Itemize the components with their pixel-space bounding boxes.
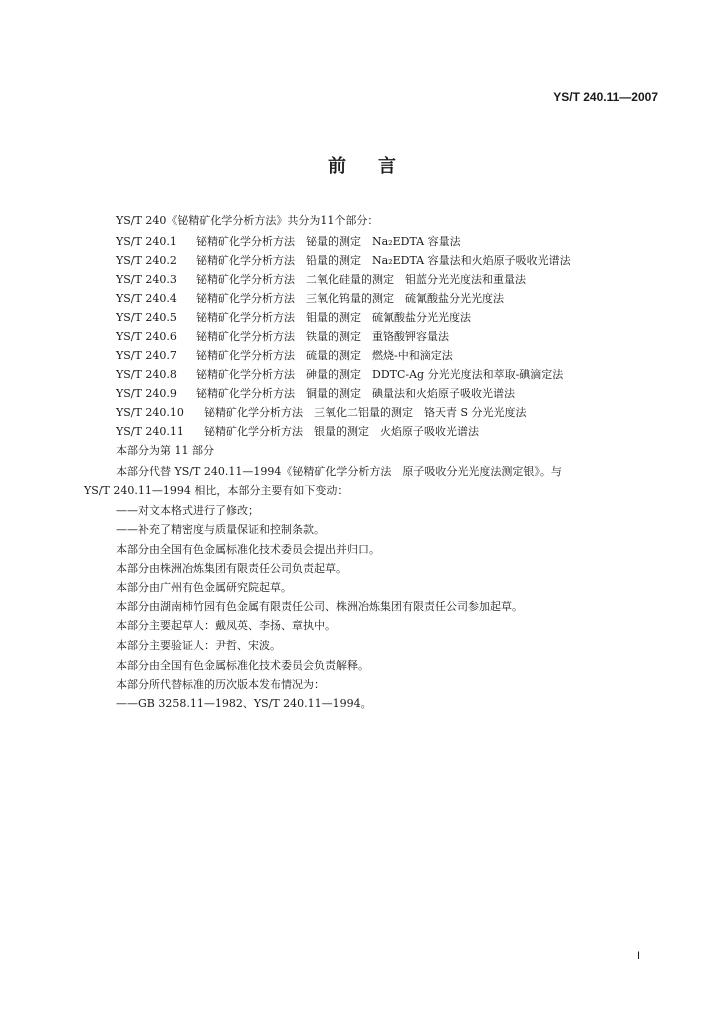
part-title: 铋精矿化学分析方法 银量的测定 火焰原子吸收光谱法 <box>204 425 479 438</box>
part-code: YS/T 240.8 <box>116 368 177 381</box>
verifiers-paragraph: 本部分主要验证人：尹哲、宋波。 <box>116 639 281 652</box>
list-item <box>116 271 526 287</box>
list-item <box>116 309 471 325</box>
part-title: 铋精矿化学分析方法 铋量的测定 Na₂EDTA 容量法 <box>196 235 461 248</box>
part-code: YS/T 240.9 <box>116 387 177 400</box>
part-title: 铋精矿化学分析方法 砷量的测定 DDTC-Ag 分光光度法和萃取-碘滴定法 <box>196 368 564 381</box>
part-code: YS/T 240.4 <box>116 292 177 305</box>
participated-paragraph: 本部分由湖南柿竹园有色金属有限责任公司、株洲冶炼集团有限责任公司参加起草。 <box>116 600 523 613</box>
part-title: 铋精矿化学分析方法 硫量的测定 燃烧-中和滴定法 <box>196 349 453 362</box>
part-code: YS/T 240.1 <box>116 235 177 248</box>
part-title: 铋精矿化学分析方法 三氧化二铝量的测定 铬天青 S 分光光度法 <box>204 406 527 419</box>
history-paragraph: 本部分所代替标准的历次版本发布情况为： <box>116 678 325 691</box>
replacement-paragraph: 本部分代替 YS/T 240.11—1994《铋精矿化学分析方法 原子吸收分光光度法测定银》。与 <box>116 465 562 478</box>
part-code: YS/T 240.3 <box>116 273 177 286</box>
part-code: YS/T 240.6 <box>116 330 177 343</box>
part-code: YS/T 240.7 <box>116 349 177 362</box>
intro-paragraph: YS/T 240《铋精矿化学分析方法》共分为11个部分： <box>116 214 379 227</box>
list-item <box>116 328 449 344</box>
part-code: YS/T 240.11 <box>116 425 184 438</box>
history-item: ——GB 3258.11—1982、YS/T 240.11—1994。 <box>116 697 372 710</box>
part-title: 铋精矿化学分析方法 铅量的测定 Na₂EDTA 容量法和火焰原子吸收光谱法 <box>196 254 571 267</box>
part-title: 铋精矿化学分析方法 铜量的测定 碘量法和火焰原子吸收光谱法 <box>196 387 515 400</box>
drafted-paragraph: 本部分由株洲冶炼集团有限责任公司负责起草。 <box>116 562 347 575</box>
proposed-paragraph: 本部分由全国有色金属标准化技术委员会提出并归口。 <box>116 543 380 556</box>
drafted-paragraph-2: 本部分由广州有色金属研究院起草。 <box>116 581 292 594</box>
replacement-paragraph-cont: YS/T 240.11—1994 相比，本部分主要有如下变动： <box>84 484 349 497</box>
part-title: 铋精矿化学分析方法 三氧化钨量的测定 硫氰酸盐分光光度法 <box>196 292 504 305</box>
standard-number: YS/T 240.11—2007 <box>553 90 658 104</box>
change-item: ——对文本格式进行了修改； <box>116 504 259 517</box>
part-title: 铋精矿化学分析方法 铁量的测定 重铬酸钾容量法 <box>196 330 449 343</box>
part-statement: 本部分为第 11 部分 <box>116 444 214 457</box>
list-item <box>116 290 504 306</box>
list-item <box>116 252 571 268</box>
page-number: I <box>636 950 640 962</box>
list-item <box>116 366 563 382</box>
change-item: ——补充了精密度与质量保证和控制条款。 <box>116 523 325 536</box>
interpreted-paragraph: 本部分由全国有色金属标准化技术委员会负责解释。 <box>116 659 369 672</box>
drafters-paragraph: 本部分主要起草人：戴凤英、李扬、章执中。 <box>116 619 336 632</box>
part-code: YS/T 240.2 <box>116 254 177 267</box>
list-item <box>116 404 527 420</box>
part-code: YS/T 240.5 <box>116 311 177 324</box>
list-item <box>116 385 515 401</box>
page-title: 前言 <box>328 156 428 177</box>
part-code: YS/T 240.10 <box>116 406 184 419</box>
part-title: 铋精矿化学分析方法 钼量的测定 硫氰酸盐分光光度法 <box>196 311 471 324</box>
list-item <box>116 233 461 249</box>
list-item <box>116 347 453 363</box>
part-title: 铋精矿化学分析方法 二氧化硅量的测定 钼蓝分光光度法和重量法 <box>196 273 526 286</box>
list-item <box>116 423 479 439</box>
